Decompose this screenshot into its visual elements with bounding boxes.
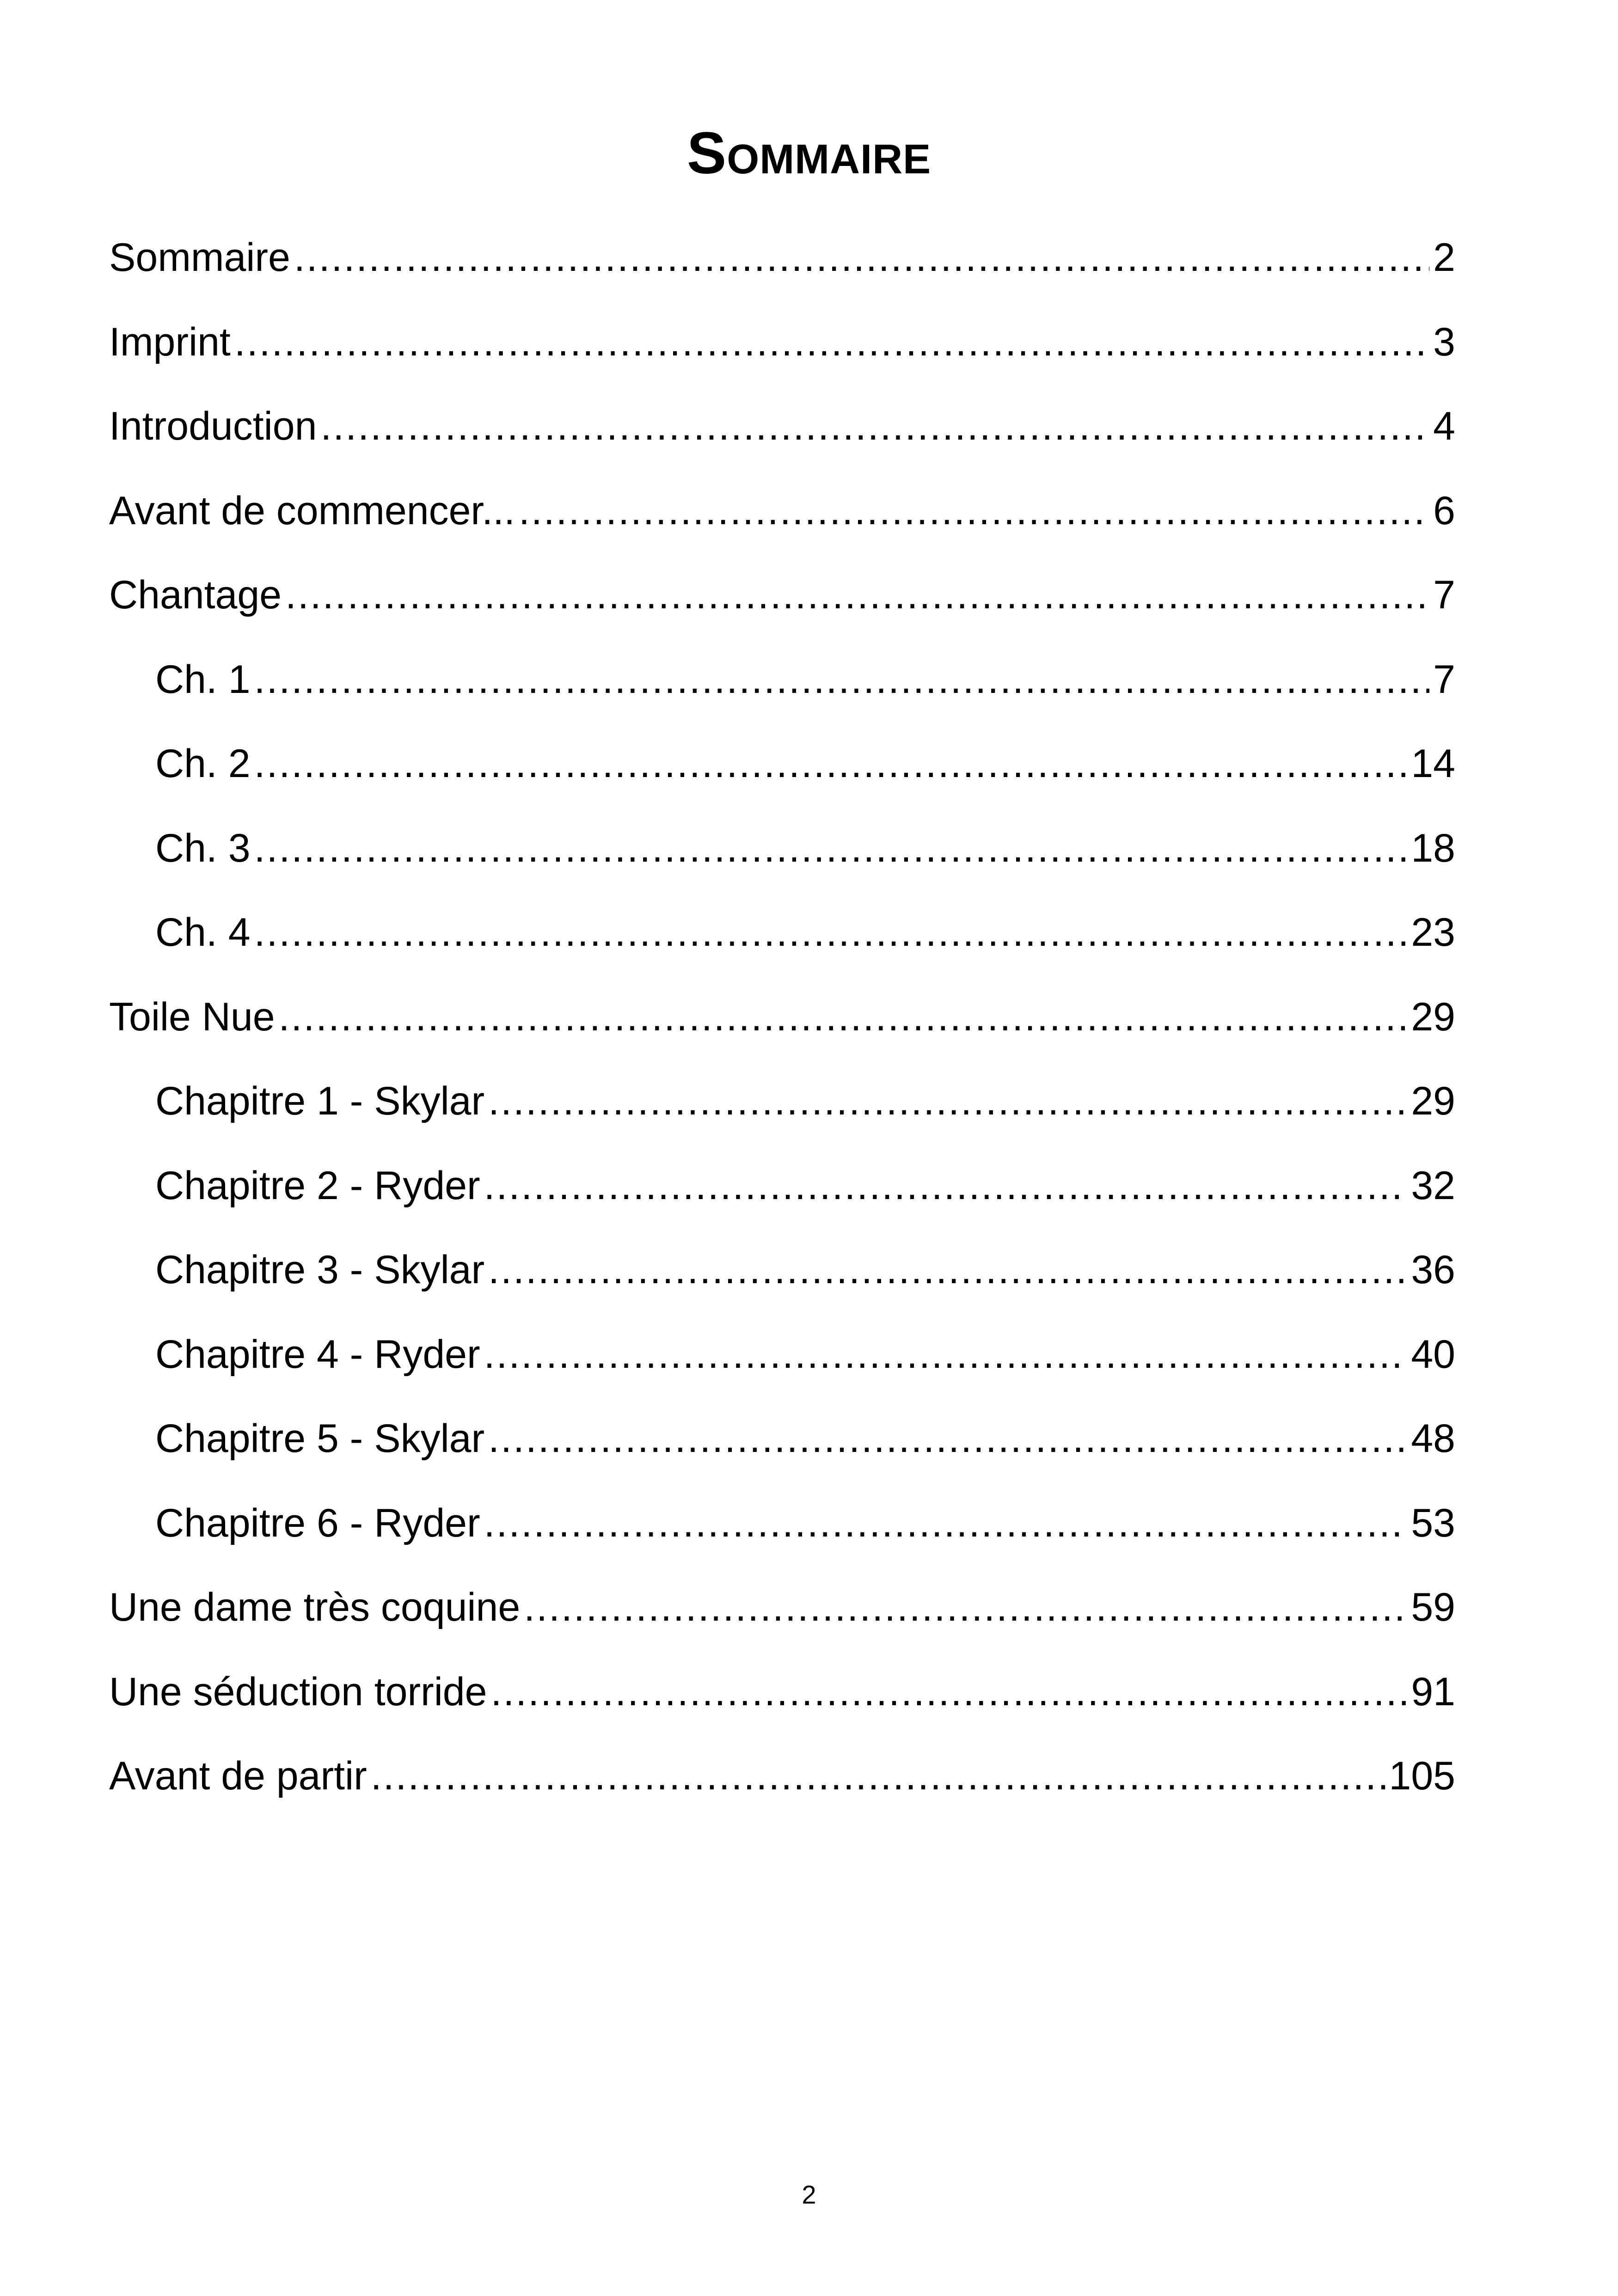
toc-entry-page: 36: [1411, 1248, 1455, 1292]
page-title: Sommaire: [686, 120, 932, 186]
toc-entry[interactable]: [109, 1586, 1455, 1670]
toc-entry-label: Avant de commencer...: [109, 488, 515, 533]
toc-entry[interactable]: [109, 1670, 1455, 1755]
toc-dot-leader: [285, 573, 1429, 617]
toc-entry[interactable]: [109, 827, 1455, 911]
toc-entry-label: Introduction: [109, 404, 317, 448]
toc-entry[interactable]: [109, 1079, 1455, 1164]
toc-entry[interactable]: [109, 1501, 1455, 1586]
toc-entry-label: Ch. 4: [155, 910, 251, 955]
toc-entry[interactable]: [109, 995, 1455, 1080]
table-of-contents: [109, 236, 1455, 1839]
toc-entry-page: 7: [1433, 573, 1455, 617]
toc-entry[interactable]: [109, 1248, 1455, 1333]
toc-dot-leader: [279, 995, 1408, 1039]
toc-entry[interactable]: [109, 911, 1455, 995]
toc-entry-label: Chapitre 5 - Skylar: [155, 1416, 485, 1461]
toc-entry-page: 3: [1433, 319, 1455, 364]
toc-entry[interactable]: [109, 236, 1455, 320]
toc-entry-page: 59: [1411, 1585, 1455, 1629]
toc-entry[interactable]: [109, 1333, 1455, 1417]
toc-entry-label: Une séduction torride: [109, 1669, 487, 1714]
toc-entry-label: Ch. 3: [155, 826, 251, 870]
toc-dot-leader: [484, 1164, 1408, 1208]
toc-dot-leader: [519, 489, 1429, 533]
toc-entry-page: 29: [1411, 1079, 1455, 1123]
toc-entry-label: Sommaire: [109, 235, 290, 280]
toc-entry-page: 6: [1433, 488, 1455, 533]
toc-entry[interactable]: [109, 404, 1455, 489]
toc-entry[interactable]: [109, 489, 1455, 574]
toc-entry-page: 7: [1433, 657, 1455, 702]
toc-dot-leader: [371, 1754, 1385, 1798]
toc-entry-label: Une dame très coquine: [109, 1585, 521, 1629]
toc-dot-leader: [488, 1417, 1407, 1461]
toc-entry-page: 105: [1389, 1754, 1455, 1798]
toc-entry-label: Toile Nue: [109, 994, 275, 1039]
toc-dot-leader: [484, 1501, 1408, 1545]
toc-entry-label: Ch. 2: [155, 741, 251, 786]
toc-entry-label: Imprint: [109, 319, 231, 364]
toc-dot-leader: [488, 1248, 1407, 1292]
toc-entry-label: Chapitre 1 - Skylar: [155, 1079, 485, 1123]
toc-dot-leader: [320, 404, 1429, 448]
toc-entry-page: 32: [1411, 1163, 1455, 1208]
toc-dot-leader: [488, 1079, 1407, 1123]
toc-entry-page: 29: [1411, 994, 1455, 1039]
toc-entry-page: 2: [1433, 235, 1455, 280]
page-number: 2: [802, 2180, 816, 2209]
toc-entry-page: 53: [1411, 1500, 1455, 1545]
toc-dot-leader: [490, 1670, 1407, 1714]
toc-entry-label: Ch. 1: [155, 657, 251, 702]
toc-entry[interactable]: [109, 742, 1455, 827]
toc-dot-leader: [254, 742, 1408, 786]
toc-entry-page: 18: [1411, 826, 1455, 870]
toc-entry[interactable]: [109, 573, 1455, 658]
toc-entry-label: Chantage: [109, 573, 282, 617]
toc-dot-leader: [234, 320, 1429, 364]
toc-entry[interactable]: [109, 1754, 1455, 1839]
toc-entry-label: Chapitre 2 - Ryder: [155, 1163, 480, 1208]
toc-entry-page: 23: [1411, 910, 1455, 955]
toc-entry-page: 4: [1433, 404, 1455, 448]
toc-entry[interactable]: [109, 658, 1455, 742]
toc-entry[interactable]: [109, 1164, 1455, 1249]
toc-entry-label: Chapitre 3 - Skylar: [155, 1248, 485, 1292]
toc-entry-label: Avant de partir: [109, 1754, 367, 1798]
toc-entry-page: 14: [1411, 741, 1455, 786]
toc-dot-leader: [294, 236, 1429, 280]
toc-dot-leader: [254, 827, 1408, 870]
toc-entry[interactable]: [109, 1417, 1455, 1501]
toc-entry-page: 91: [1411, 1669, 1455, 1714]
toc-entry[interactable]: [109, 320, 1455, 405]
toc-entry-label: Chapitre 6 - Ryder: [155, 1500, 480, 1545]
toc-dot-leader: [484, 1333, 1408, 1377]
toc-dot-leader: [254, 911, 1408, 955]
toc-dot-leader: [254, 658, 1430, 702]
toc-entry-label: Chapitre 4 - Ryder: [155, 1332, 480, 1377]
toc-dot-leader: [524, 1586, 1407, 1629]
toc-entry-page: 48: [1411, 1416, 1455, 1461]
toc-entry-page: 40: [1411, 1332, 1455, 1377]
